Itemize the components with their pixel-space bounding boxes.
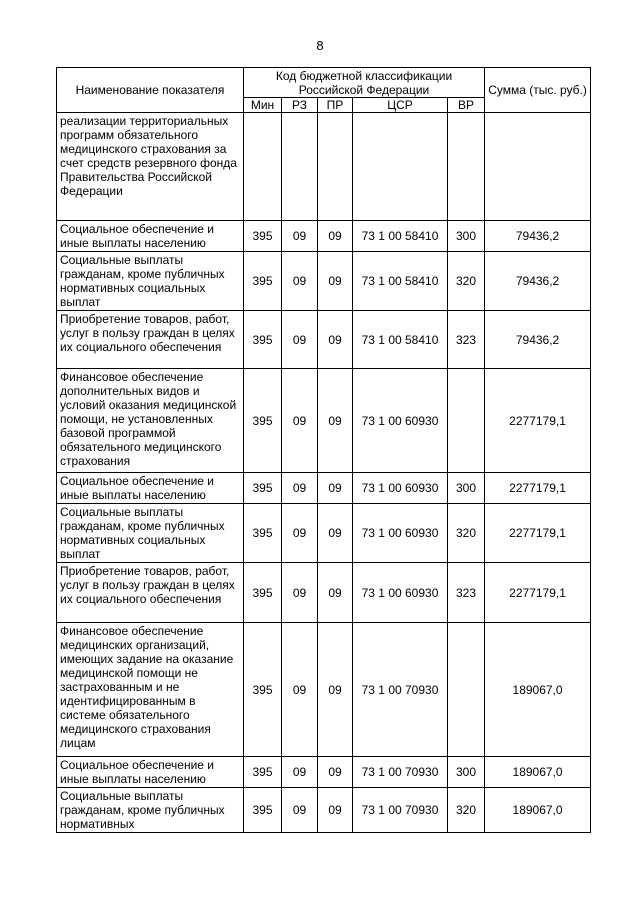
table-row bbox=[57, 311, 591, 369]
cell-name: Финансовое обеспечение дополнительных видов и условий оказания медицинской помощи, не установленных базовой программой обязательного медицинского страхования bbox=[57, 369, 244, 473]
cell-vr: 320 bbox=[448, 788, 485, 833]
cell-pr: 09 bbox=[318, 369, 353, 473]
table-row bbox=[57, 473, 591, 504]
header-min: Мин bbox=[244, 98, 282, 113]
cell-pr bbox=[318, 113, 353, 221]
cell-vr bbox=[448, 369, 485, 473]
header-sum: Сумма (тыс. руб.) bbox=[485, 68, 591, 113]
cell-sum: 79436,2 bbox=[485, 311, 591, 369]
cell-pr: 09 bbox=[318, 473, 353, 504]
cell-vr bbox=[448, 113, 485, 221]
cell-csr: 73 1 00 60930 bbox=[353, 473, 448, 504]
cell-sum: 2277179,1 bbox=[485, 369, 591, 473]
cell-rz: 09 bbox=[282, 563, 318, 623]
header-csr: ЦСР bbox=[353, 98, 448, 113]
cell-csr: 73 1 00 70930 bbox=[353, 623, 448, 757]
header-pr: ПР bbox=[318, 98, 353, 113]
cell-csr: 73 1 00 58410 bbox=[353, 311, 448, 369]
header-rz: РЗ bbox=[282, 98, 318, 113]
cell-pr: 09 bbox=[318, 788, 353, 833]
cell-csr bbox=[353, 113, 448, 221]
budget-table bbox=[56, 67, 591, 833]
cell-min bbox=[244, 113, 282, 221]
cell-min: 395 bbox=[244, 369, 282, 473]
table-row bbox=[57, 369, 591, 473]
cell-min: 395 bbox=[244, 504, 282, 563]
cell-csr: 73 1 00 58410 bbox=[353, 221, 448, 252]
cell-min: 395 bbox=[244, 757, 282, 788]
cell-name: Социальные выплаты гражданам, кроме публичных нормативных социальных выплат bbox=[57, 504, 244, 563]
cell-rz: 09 bbox=[282, 221, 318, 252]
cell-sum: 2277179,1 bbox=[485, 504, 591, 563]
table-row bbox=[57, 788, 591, 833]
cell-pr: 09 bbox=[318, 504, 353, 563]
cell-sum: 2277179,1 bbox=[485, 563, 591, 623]
cell-sum: 189067,0 bbox=[485, 788, 591, 833]
table-row bbox=[57, 252, 591, 311]
table-row bbox=[57, 563, 591, 623]
cell-rz: 09 bbox=[282, 369, 318, 473]
cell-name: Финансовое обеспечение медицинских организаций, имеющих задание на оказание медицинской помощи не застрахованным и не идентифицированным в системе обязательного медицинского страхования лицам bbox=[57, 623, 244, 757]
cell-min: 395 bbox=[244, 252, 282, 311]
cell-rz: 09 bbox=[282, 757, 318, 788]
cell-name: Приобретение товаров, работ, услуг в пользу граждан в целях их социального обеспечения bbox=[57, 563, 244, 623]
cell-pr: 09 bbox=[318, 311, 353, 369]
cell-min: 395 bbox=[244, 311, 282, 369]
cell-name: Социальное обеспечение и иные выплаты населению bbox=[57, 757, 244, 788]
cell-rz: 09 bbox=[282, 311, 318, 369]
cell-vr: 300 bbox=[448, 473, 485, 504]
cell-sum: 2277179,1 bbox=[485, 473, 591, 504]
cell-vr bbox=[448, 623, 485, 757]
cell-sum: 79436,2 bbox=[485, 252, 591, 311]
cell-name: Социальное обеспечение и иные выплаты населению bbox=[57, 221, 244, 252]
table-body bbox=[57, 113, 591, 833]
table-row bbox=[57, 504, 591, 563]
cell-sum bbox=[485, 113, 591, 221]
cell-rz: 09 bbox=[282, 504, 318, 563]
table-row bbox=[57, 757, 591, 788]
cell-vr: 300 bbox=[448, 757, 485, 788]
cell-csr: 73 1 00 58410 bbox=[353, 252, 448, 311]
cell-min: 395 bbox=[244, 473, 282, 504]
table-row bbox=[57, 113, 591, 221]
header-vr: ВР bbox=[448, 98, 485, 113]
cell-pr: 09 bbox=[318, 623, 353, 757]
cell-rz: 09 bbox=[282, 252, 318, 311]
cell-min: 395 bbox=[244, 788, 282, 833]
cell-name: Приобретение товаров, работ, услуг в пользу граждан в целях их социального обеспечения bbox=[57, 311, 244, 369]
cell-pr: 09 bbox=[318, 563, 353, 623]
cell-rz: 09 bbox=[282, 473, 318, 504]
table-row bbox=[57, 623, 591, 757]
table-row bbox=[57, 221, 591, 252]
cell-min: 395 bbox=[244, 221, 282, 252]
cell-name: реализации территориальных программ обязательного медицинского страхования за счет средств резервного фонда Правительства Российской Федерации bbox=[57, 113, 244, 221]
cell-rz bbox=[282, 113, 318, 221]
cell-name: Социальное обеспечение и иные выплаты населению bbox=[57, 473, 244, 504]
cell-min: 395 bbox=[244, 563, 282, 623]
cell-csr: 73 1 00 60930 bbox=[353, 504, 448, 563]
cell-csr: 73 1 00 60930 bbox=[353, 369, 448, 473]
cell-rz: 09 bbox=[282, 788, 318, 833]
cell-pr: 09 bbox=[318, 252, 353, 311]
cell-pr: 09 bbox=[318, 221, 353, 252]
cell-vr: 320 bbox=[448, 252, 485, 311]
header-name: Наименование показателя bbox=[57, 68, 244, 113]
cell-name: Социальные выплаты гражданам, кроме публичных нормативных bbox=[57, 788, 244, 833]
cell-csr: 73 1 00 70930 bbox=[353, 788, 448, 833]
cell-pr: 09 bbox=[318, 757, 353, 788]
cell-vr: 323 bbox=[448, 311, 485, 369]
cell-sum: 79436,2 bbox=[485, 221, 591, 252]
cell-rz: 09 bbox=[282, 623, 318, 757]
cell-name: Социальные выплаты гражданам, кроме публичных нормативных социальных выплат bbox=[57, 252, 244, 311]
cell-vr: 320 bbox=[448, 504, 485, 563]
cell-csr: 73 1 00 70930 bbox=[353, 757, 448, 788]
cell-sum: 189067,0 bbox=[485, 623, 591, 757]
cell-csr: 73 1 00 60930 bbox=[353, 563, 448, 623]
cell-min: 395 bbox=[244, 623, 282, 757]
cell-vr: 300 bbox=[448, 221, 485, 252]
cell-sum: 189067,0 bbox=[485, 757, 591, 788]
cell-vr: 323 bbox=[448, 563, 485, 623]
header-code-group: Код бюджетной классификации Российской Федерации bbox=[244, 68, 485, 98]
page-number: 8 bbox=[316, 38, 324, 53]
